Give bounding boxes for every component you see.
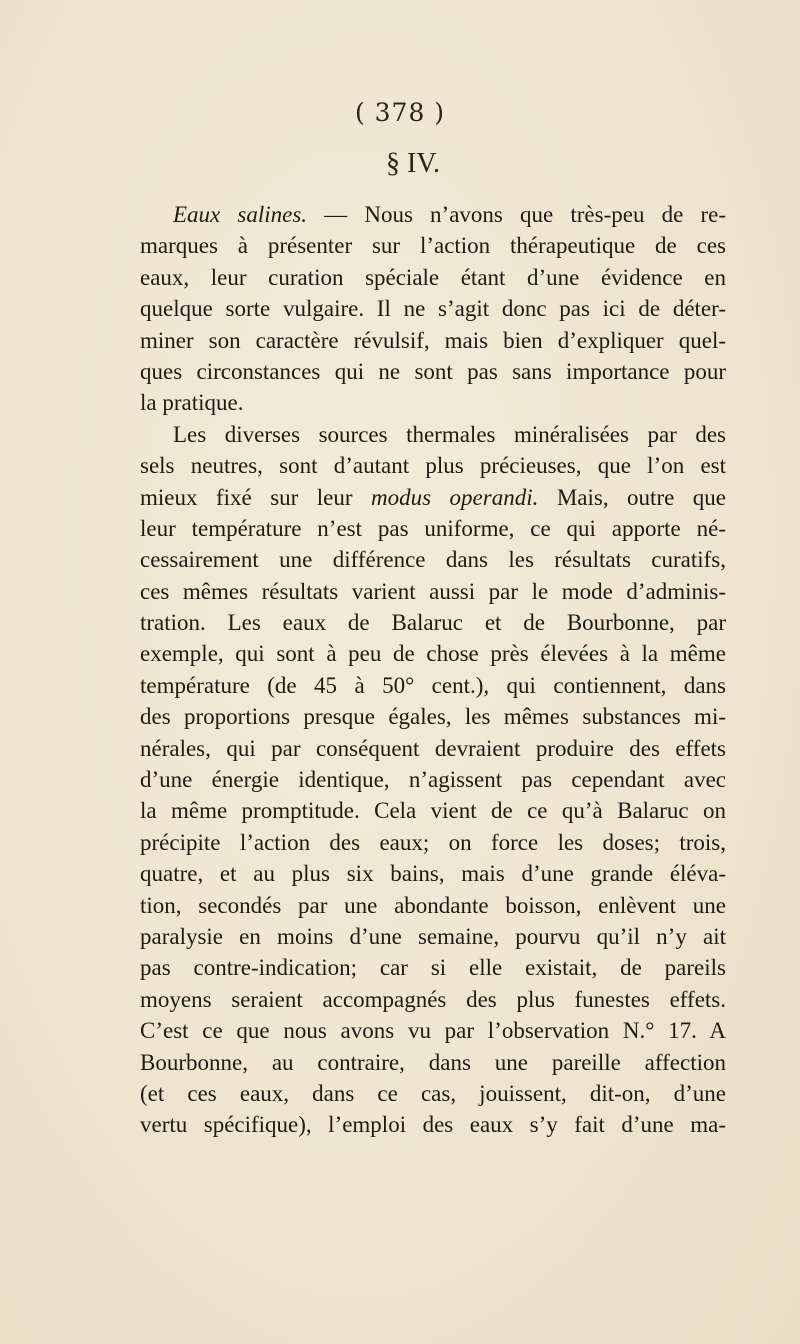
text-line: paralysie en moins d’une semaine, pourvu qu’il n’y ait bbox=[140, 923, 726, 949]
paragraph-1-line-1 bbox=[140, 199, 726, 230]
text-line: ques circonstances qui ne sont pas sans importance pour bbox=[140, 358, 726, 384]
text-line: tration. Les eaux de Balaruc et de Bourbonne, par bbox=[140, 610, 726, 636]
section-title-italic: Eaux salines. bbox=[173, 202, 308, 227]
text-line: d’une énergie identique, n’agissent pas cependant avec bbox=[140, 767, 726, 793]
text-line: nérales, qui par conséquent devraient produire des effets bbox=[140, 735, 726, 761]
italic-phrase: modus operandi. bbox=[371, 484, 539, 510]
text-line: miner son caractère révulsif, mais bien d’expliquer quel- bbox=[140, 327, 726, 353]
body-text bbox=[140, 199, 726, 1141]
text-line: des proportions presque égales, les mêmes substances mi- bbox=[140, 704, 726, 730]
text-line: précipite l’action des eaux; on force les doses; trois, bbox=[140, 829, 726, 855]
paragraph-2-line-1: Les diverses sources thermales minéralisées par des bbox=[173, 421, 726, 447]
text-line: ces mêmes résultats varient aussi par le mode d’adminis- bbox=[140, 578, 726, 604]
section-heading: § IV. bbox=[386, 148, 440, 179]
text-line: sels neutres, sont d’autant plus précieuses, que l’on est bbox=[140, 453, 726, 479]
paragraph-1-lead-text: — Nous n’avons que très-peu de re- bbox=[307, 202, 726, 227]
text-fragment: mieux fixé sur leur bbox=[140, 484, 372, 510]
text-line: eaux, leur curation spéciale étant d’une évidence en bbox=[140, 264, 726, 290]
text-line: marques à présenter sur l’action thérapeutique de ces bbox=[140, 233, 726, 259]
text-line: quatre, et au plus six bains, mais d’une grande éléva- bbox=[140, 861, 726, 887]
text-line: température (de 45 à 50° cent.), qui contiennent, dans bbox=[140, 672, 726, 698]
text-line: C’est ce que nous avons vu par l’observation N.° 17. A bbox=[140, 1018, 726, 1044]
text-line: tion, secondés par une abondante boisson, enlèvent une bbox=[140, 892, 726, 918]
page-number: ( 378 ) bbox=[354, 98, 446, 127]
paragraph-2-line-3 bbox=[140, 482, 726, 513]
text-line: moyens seraient accompagnés des plus funestes effets. bbox=[140, 986, 726, 1012]
text-line: cessairement une différence dans les résultats curatifs, bbox=[140, 547, 726, 573]
text-line: leur température n’est pas uniforme, ce qui apporte né- bbox=[140, 515, 726, 541]
text-line: Bourbonne, au contraire, dans une pareille affection bbox=[140, 1049, 726, 1075]
text-line: quelque sorte vulgaire. Il ne s’agit donc pas ici de déter- bbox=[140, 296, 726, 322]
text-line: la pratique. bbox=[140, 390, 244, 416]
text-line: vertu spécifique), l’emploi des eaux s’y fait d’une ma- bbox=[140, 1112, 726, 1138]
text-fragment: Mais, outre que bbox=[538, 484, 726, 510]
text-line: (et ces eaux, dans ce cas, jouissent, dit-on, d’une bbox=[140, 1080, 726, 1106]
text-line: la même promptitude. Cela vient de ce qu’à Balaruc on bbox=[140, 798, 726, 824]
text-line: exemple, qui sont à peu de chose près élevées à la même bbox=[140, 641, 726, 667]
text-line: pas contre-indication; car si elle existait, de pareils bbox=[140, 955, 726, 981]
